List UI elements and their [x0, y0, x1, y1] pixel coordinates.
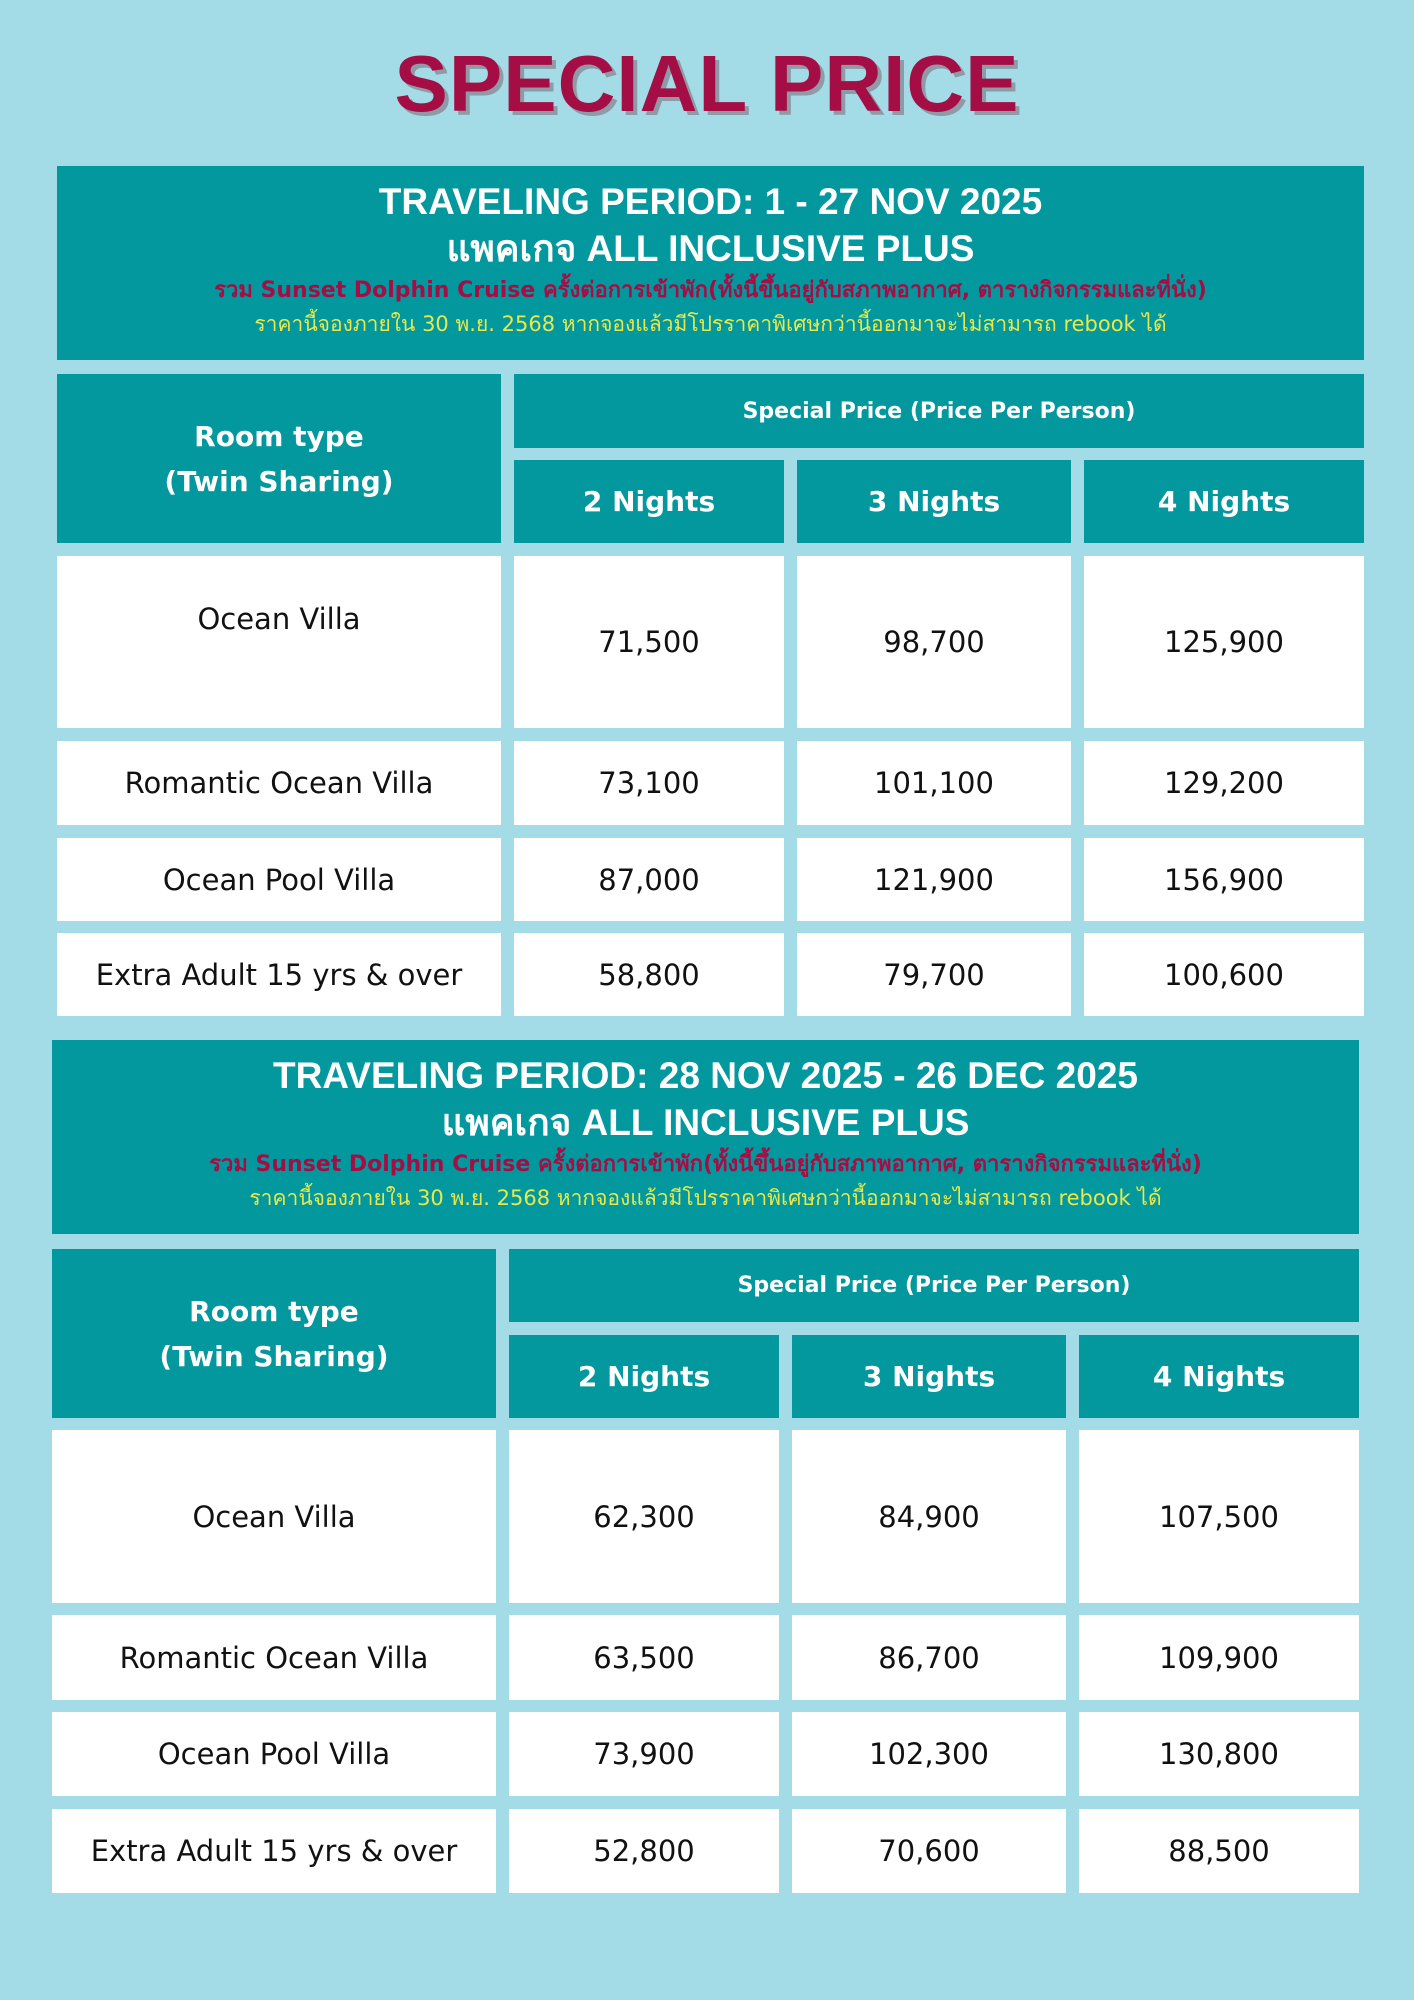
price-cell-text: 79,700: [883, 957, 985, 992]
includes-note: รวม Sunset Dolphin Cruise ครั้งต่อการเข้าพัก(ทั้งนี้ขึ้นอยู่กับสภาพอากาศ, ตารางกิจกรรมและที่นั่ง): [214, 278, 1207, 303]
room-type-header: [52, 1249, 496, 1418]
nights-header: [514, 460, 784, 543]
price-cell-text: 88,500: [1168, 1834, 1270, 1868]
price-cell: [514, 741, 784, 825]
room-name-text: Romantic Ocean Villa: [124, 766, 434, 800]
nights-header-text: 4 Nights: [1152, 1360, 1286, 1393]
nights-header: [797, 460, 1071, 543]
period-header-1: [57, 166, 1364, 360]
room-name: [57, 741, 501, 825]
special-price-header-text: Special Price (Price Per Person): [742, 398, 1136, 424]
includes-note: รวม Sunset Dolphin Cruise ครั้งต่อการเข้าพัก(ทั้งนี้ขึ้นอยู่กับสภาพอากาศ, ตารางกิจกรรมและที่นั่ง): [209, 1152, 1202, 1177]
special-price-header: [509, 1249, 1359, 1322]
price-cell-text: 100,600: [1164, 957, 1284, 992]
room-name-text: Ocean Pool Villa: [157, 1737, 391, 1771]
price-cell-text: 121,900: [874, 862, 994, 897]
booking-note: ราคานี้จองภายใน 30 พ.ย. 2568 หากจองแล้วมีโปรราคาพิเศษกว่านี้ออกมาจะไม่สามารถ rebook ได้: [249, 1186, 1162, 1210]
room-name: [57, 838, 501, 921]
room-name-text: Ocean Pool Villa: [162, 862, 396, 897]
nights-header: [1079, 1335, 1359, 1418]
period-header-2: [52, 1040, 1359, 1234]
nights-header-text: 4 Nights: [1157, 485, 1291, 518]
room-name: [52, 1430, 496, 1603]
nights-header: [792, 1335, 1066, 1418]
price-cell: [514, 933, 784, 1016]
room-name: [57, 933, 501, 1016]
price-cell: [1079, 1430, 1359, 1603]
price-cell-text: 84,900: [878, 1499, 980, 1534]
price-cell-text: 71,500: [598, 625, 700, 659]
price-cell-text: 130,800: [1159, 1737, 1279, 1771]
package-name: แพคเกจ ALL INCLUSIVE PLUS: [446, 228, 975, 269]
price-cell: [792, 1615, 1066, 1700]
price-cell-text: 87,000: [598, 862, 700, 897]
price-cell-text: 86,700: [878, 1640, 980, 1675]
price-cell: [792, 1430, 1066, 1603]
room-name: [57, 556, 501, 728]
period-title: TRAVELING PERIOD: 1 - 27 NOV 2025: [378, 181, 1043, 222]
price-cell: [1084, 933, 1364, 1016]
price-cell: [792, 1712, 1066, 1796]
room-name: [52, 1809, 496, 1893]
price-cell: [1084, 556, 1364, 728]
price-cell: [1079, 1615, 1359, 1700]
price-cell-text: 129,200: [1164, 766, 1284, 800]
period-title: TRAVELING PERIOD: 28 NOV 2025 - 26 DEC 2025: [272, 1055, 1138, 1096]
page-title: SPECIAL PRICE: [394, 39, 1020, 128]
room-name-text: Ocean Villa: [192, 1499, 356, 1534]
nights-header-text: 2 Nights: [582, 485, 716, 518]
price-cell-text: 102,300: [869, 1737, 989, 1771]
price-cell: [792, 1809, 1066, 1893]
nights-header: [1084, 460, 1364, 543]
room-name-text: Extra Adult 15 yrs & over: [95, 957, 463, 992]
room-type-header-text: Room type (Twin Sharing): [164, 419, 394, 498]
price-cell-text: 63,500: [593, 1640, 695, 1675]
room-type-header-text: Room type (Twin Sharing): [159, 1294, 389, 1373]
special-price-header: [514, 374, 1364, 448]
price-cell: [509, 1809, 779, 1893]
price-cell-text: 101,100: [874, 766, 994, 800]
nights-header-text: 3 Nights: [867, 485, 1001, 518]
package-name: แพคเกจ ALL INCLUSIVE PLUS: [441, 1102, 970, 1143]
nights-header: [509, 1335, 779, 1418]
price-cell: [509, 1712, 779, 1796]
price-cell: [797, 741, 1071, 825]
price-cell-text: 125,900: [1164, 625, 1284, 659]
price-cell-text: 98,700: [883, 625, 985, 659]
price-cell-text: 109,900: [1159, 1640, 1279, 1675]
price-cell: [509, 1430, 779, 1603]
booking-note: ราคานี้จองภายใน 30 พ.ย. 2568 หากจองแล้วมีโปรราคาพิเศษกว่านี้ออกมาจะไม่สามารถ rebook ได้: [254, 312, 1167, 336]
price-cell: [514, 556, 784, 728]
price-cell: [509, 1615, 779, 1700]
room-type-header: [57, 374, 501, 543]
price-cell-text: 52,800: [593, 1834, 695, 1868]
price-cell: [1084, 741, 1364, 825]
nights-header-text: 3 Nights: [862, 1360, 996, 1393]
nights-header-text: 2 Nights: [577, 1360, 711, 1393]
price-cell-text: 62,300: [593, 1499, 695, 1534]
price-cell: [1079, 1712, 1359, 1796]
price-cell-text: 73,100: [598, 766, 700, 800]
price-cell-text: 156,900: [1164, 862, 1284, 897]
special-price-header-text: Special Price (Price Per Person): [737, 1273, 1131, 1298]
room-name-text: Romantic Ocean Villa: [119, 1640, 429, 1675]
price-cell: [797, 556, 1071, 728]
price-cell-text: 73,900: [593, 1737, 695, 1771]
room-name-text: Ocean Villa: [197, 602, 361, 636]
price-cell: [797, 838, 1071, 921]
price-cell: [514, 838, 784, 921]
price-cell-text: 58,800: [598, 957, 700, 992]
price-cell-text: 107,500: [1159, 1499, 1279, 1534]
price-cell: [1079, 1809, 1359, 1893]
room-name-text: Extra Adult 15 yrs & over: [90, 1834, 458, 1868]
room-name: [52, 1712, 496, 1796]
price-cell: [1084, 838, 1364, 921]
room-name: [52, 1615, 496, 1700]
price-cell: [797, 933, 1071, 1016]
price-cell-text: 70,600: [878, 1834, 980, 1868]
